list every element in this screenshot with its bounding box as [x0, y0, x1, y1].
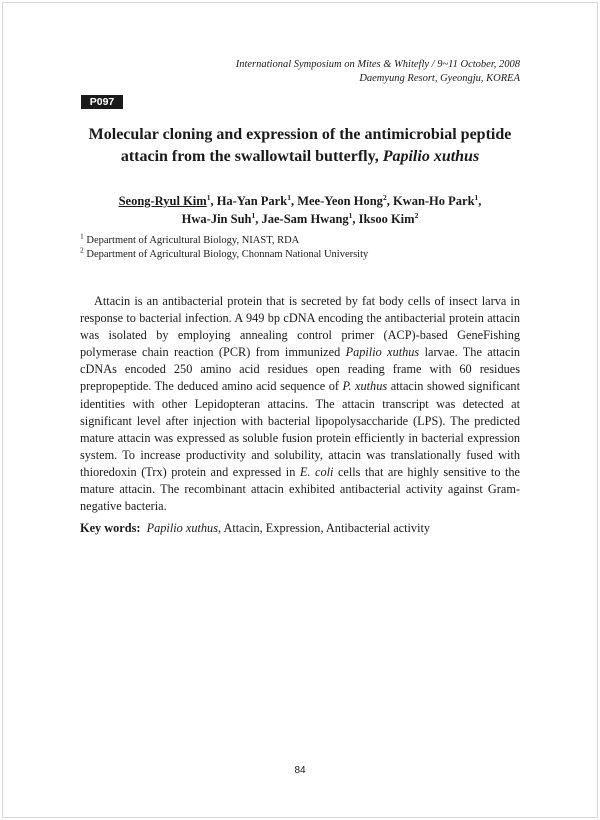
page-number: 84: [294, 765, 306, 776]
author: Mee-Yeon Hong$^2$,: [297, 192, 393, 208]
conference-header: [236, 58, 520, 86]
author: [359, 212, 419, 226]
author-affiliation-mark: 1: [287, 192, 291, 202]
author-affiliation-mark: 2: [414, 210, 419, 220]
keyword-list: , Attacin, Expression, Antibacterial activity: [218, 521, 431, 535]
author-name: Iksoo Kim: [358, 212, 415, 226]
author-list: [60, 192, 540, 228]
title-species: Papilio xuthus: [382, 148, 480, 165]
author-name: Seong-Ryul Kim: [118, 194, 207, 208]
keywords: [80, 520, 520, 537]
author-affiliation-mark: 1: [348, 210, 353, 220]
author-name: Hwa-Jin Suh: [181, 212, 252, 226]
abstract: Attacin is an antibacterial protein that is secreted by fat body cells of insect larva in response to bacterial infection. A 949 bp cDNA encoding the antibacterial protein attacin was isolated by employing annealing control primer (ACP)-based GeneFishing polymerase chain reaction (PCR) from immunized Papilio xuthus larvae. The attacin cDNAs encoded 250 amino acid residues open reading frame with 60 residues prepropeptide. The deduced amino acid sequence of P. xuthus attacin showed significant identities with other Lepidopteran attacins. The attacin transcript was detected at significant level after injection with bacterial lipopolysaccharide (LPS). The predicted mature attacin was expressed as soluble fusion protein efficiently in bacterial expression system. To increase productivity and solubility, attacin was translationally fused with thioredoxin (Trx) protein and expressed in E. coli cells that are highly sensitive to the mature attacin. The recombinant attacin exhibited antibacterial activity against Gram-negative bacteria.: [80, 294, 521, 514]
author: Jae-Sam Hwang$^1$,: [261, 210, 359, 226]
species-name: P. xuthus: [342, 379, 388, 394]
species-name: Papilio xuthus: [345, 345, 420, 360]
author-name: Jae-Sam Hwang: [261, 212, 349, 226]
author-affiliation-mark: 2: [382, 192, 387, 202]
author: Hwa-Jin Suh$^1$,: [181, 210, 262, 226]
author: Kwan-Ho Park$^1$,: [392, 192, 482, 208]
affiliation-item: $^2$ Department of Agricultural Biology, Chonnam National University: [80, 245, 369, 260]
conference-venue: Daemyung Resort, Gyeongju, KOREA: [359, 73, 520, 84]
author-name: Ha-Yan Park: [216, 194, 288, 208]
keyword-species: Papilio xuthus: [146, 521, 218, 535]
poster-id-badge: P097: [81, 95, 123, 109]
keywords-label: Key words:: [80, 521, 141, 535]
species-name: E. coli: [299, 464, 334, 479]
title-line-2: attacin from the swallowtail butterfly,: [120, 148, 379, 165]
paper-title: [60, 124, 540, 168]
author-affiliation-mark: 1: [206, 192, 211, 202]
affiliation-item: $^1$ Department of Agricultural Biology, NIAST, RDA: [80, 231, 300, 246]
author-name: Kwan-Ho Park: [392, 194, 475, 208]
conference-name: International Symposium on Mites & Whitefly / 9~11 October, 2008: [235, 59, 520, 70]
author-affiliation-mark: 1: [474, 192, 479, 202]
author-affiliation-mark: 1: [251, 210, 256, 220]
author: Seong-Ryul Kim$^1$,: [118, 192, 217, 208]
author: Ha-Yan Park$^1$,: [216, 192, 298, 208]
affiliations: [80, 231, 369, 262]
title-line-1: Molecular cloning and expression of the antimicrobial peptide: [88, 126, 512, 143]
author-name: Mee-Yeon Hong: [297, 194, 383, 208]
